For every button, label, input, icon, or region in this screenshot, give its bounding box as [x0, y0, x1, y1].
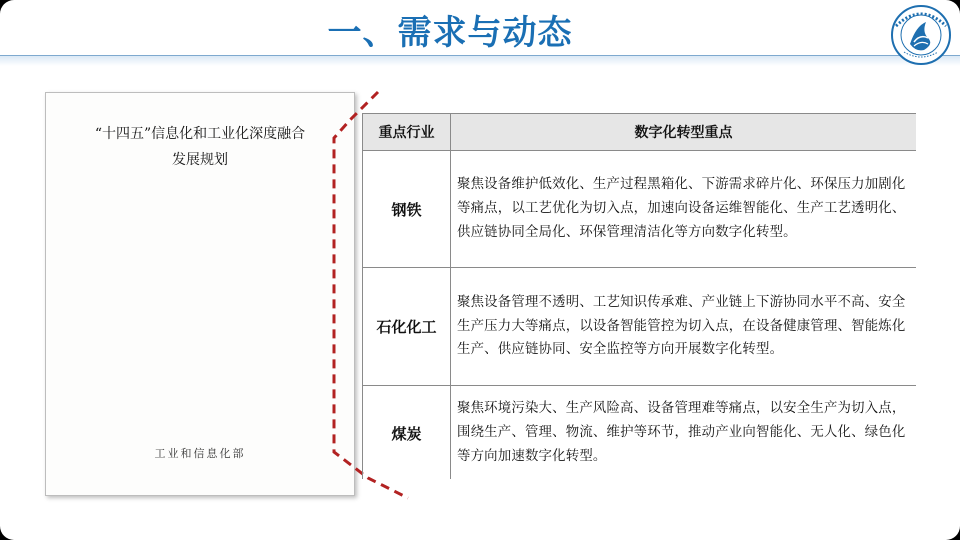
table-row: [363, 268, 917, 386]
document-title-line-1: “十四五”信息化和工业化深度融合: [94, 126, 306, 142]
document-issuer: 工业和信息化部: [154, 447, 246, 460]
industry-cell: 石化化工: [363, 268, 451, 386]
policy-document-cover: [45, 92, 355, 496]
table-header-row: [363, 114, 917, 151]
focus-cell: 聚焦设备管理不透明、工艺知识传承难、产业链上下游协同水平不高、安全生产压力大等痛点，以设备智能管控为切入点，在设备健康管理、智能炼化生产、供应链协同、安全监控等方向开展数字化转型。: [451, 268, 917, 386]
focus-cell: 聚焦设备维护低效化、生产过程黑箱化、下游需求碎片化、环保压力加剧化等痛点，以工艺优化为切入点，加速向设备运维智能化、生产工艺透明化、供应链协同全局化、环保管理清洁化等方向数字化转型。: [451, 151, 917, 268]
table-row: [363, 386, 917, 480]
header-focus: 数字化转型重点: [451, 114, 917, 151]
slide-title: 一、需求与动态: [327, 13, 573, 53]
industry-digital-table: [362, 113, 916, 479]
header-industry: 重点行业: [363, 114, 451, 151]
industry-table-container: [362, 113, 916, 479]
title-band: [0, 56, 960, 66]
industry-cell: 煤炭: [363, 386, 451, 480]
university-seal-logo: [890, 4, 952, 66]
focus-cell: 聚焦环境污染大、生产风险高、设备管理难等痛点，以安全生产为切入点，围绕生产、管理、物流、维护等环节，推动产业向智能化、无人化、绿色化等方向加速数字化转型。: [451, 386, 917, 480]
document-title-line-2: 发展规划: [172, 152, 228, 168]
table-row: [363, 151, 917, 268]
document-title: [46, 121, 354, 173]
industry-cell: 钢铁: [363, 151, 451, 268]
